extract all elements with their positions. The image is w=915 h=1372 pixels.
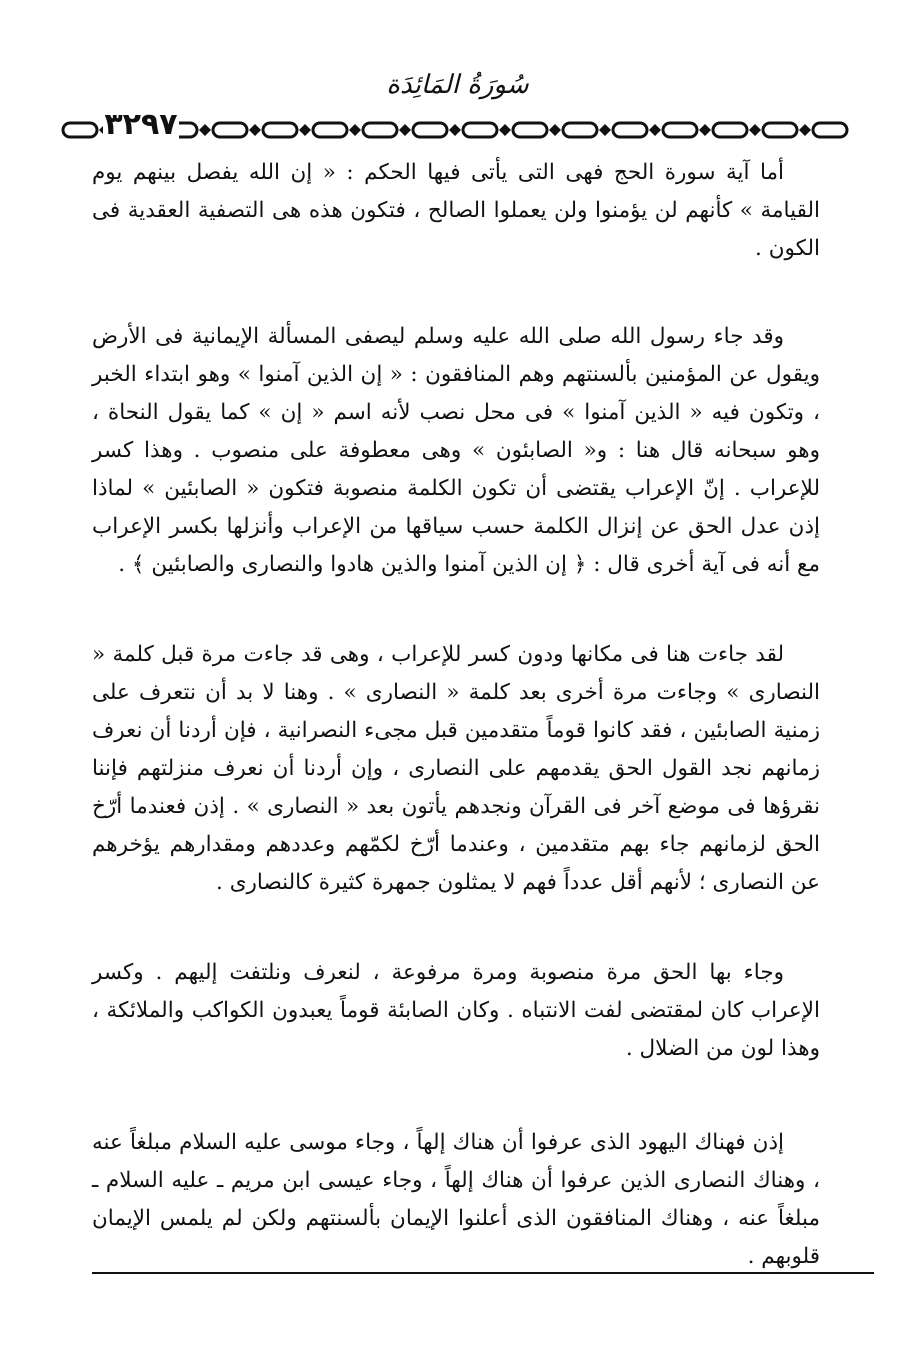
paragraph-3: لقد جاءت هنا فى مكانها ودون كسر للإعراب ، وهى قد جاءت مرة قبل كلمة « النصارى » وجاءت مرة أخرى بعد كلمة « النصارى » . وهنا لا بد أن نتعرف على زمنية الصابئين ، فقد كانوا قوماً متقدمين قبل مجىء النصرانية ، فإن أردنا أن نعرف زمانهم نجد القول الحق يقدمهم على النصارى ، وإن أردنا أن نعرف منزلتهم فإننا نقرؤها فى موضع آخر فى القرآن ونجدهم يأتون بعد « النصارى » . إذن فعندما أرّخ الحق لزمانهم جاء بهم متقدمين ، وعندما أرّخ لكمّهم وعددهم ومقدارهم يؤخرهم عن النصارى ؛ لأنهم أقل عدداً فهم لا يمثلون جمهرة كثيرة كالنصارى . xyxy=(92,642,820,895)
chain-diamond xyxy=(599,124,611,136)
bottom-rule xyxy=(92,1272,874,1274)
chain-link xyxy=(663,123,697,137)
chain-diamond xyxy=(799,124,811,136)
chain-link xyxy=(563,123,597,137)
page-number: ٣٢٩٧ xyxy=(104,107,178,142)
chain-link xyxy=(413,123,447,137)
chain-diamond xyxy=(649,124,661,136)
chain-link xyxy=(63,123,97,137)
chain-link xyxy=(763,123,797,137)
chain-diamond xyxy=(449,124,461,136)
chain-diamond xyxy=(249,124,261,136)
chain-link xyxy=(513,123,547,137)
chain-diamond xyxy=(549,124,561,136)
chain-link xyxy=(313,123,347,137)
paragraph-4: وجاء بها الحق مرة منصوبة ومرة مرفوعة ، لنعرف ونلتفت إليهم . وكسر الإعراب كان لمقتضى لفت الانتباه . وكان الصابئة قوماً يعبدون الكواكب والملائكة ، وهذا لون من الضلال . xyxy=(92,960,820,1061)
paragraph-1: أما آية سورة الحج فهى التى يأتى فيها الحكم : « إن الله يفصل بينهم يوم القيامة » كأنهم لن يؤمنوا ولن يعملوا الصالح ، فتكون هذه هى التصفية العقدية فى الكون . xyxy=(92,160,820,261)
chain-link xyxy=(363,123,397,137)
paragraph-5: إذن فهناك اليهود الذى عرفوا أن هناك إلهاً ، وجاء موسى عليه السلام مبلغاً عنه ، وهناك النصارى الذين عرفوا أن هناك إلهاً ، وجاء عيسى ابن مريم ـ عليه السلام ـ مبلغاً عنه ، وهناك المنافقون الذى أعلنوا الإيمان بألسنتهم ولكن لم يلمس الإيمان قلوبهم . xyxy=(92,1130,820,1269)
chain-link xyxy=(463,123,497,137)
chain-link xyxy=(613,123,647,137)
chain-diamond xyxy=(349,124,361,136)
chain-diamond xyxy=(749,124,761,136)
chain-diamond xyxy=(199,124,211,136)
chain-diamond xyxy=(699,124,711,136)
chain-link xyxy=(713,123,747,137)
chain-link xyxy=(813,123,847,137)
chain-link xyxy=(213,123,247,137)
chain-link xyxy=(263,123,297,137)
chain-diamond xyxy=(399,124,411,136)
surah-title: سُورَةُ المَائِدَة xyxy=(386,70,529,100)
paragraph-2: وقد جاء رسول الله صلى الله عليه وسلم ليصفى المسألة الإيمانية فى الأرض ويقول عن المؤمنين بألسنتهم وهم المنافقون : « إن الذين آمنوا » وهو ابتداء الخبر ، وتكون فيه « الذين آمنوا » فى محل نصب لأنه اسم « إن » كما يقول النحاة ، وهو سبحانه قال هنا : و« الصابئون » وهى معطوفة على منصوب . وهذا كسر للإعراب . إنّ الإعراب يقتضى أن تكون الكلمة منصوبة فتكون « الصابئين » لماذا إذن عدل الحق عن إنزال الكلمة حسب سياقها من الإعراب وأنزلها بكسر الإعراب مع أنه فى آية أخرى قال : ﴿ إن الذين آمنوا والذين هادوا والنصارى والصابئين ﴾ . xyxy=(92,324,820,577)
page-body xyxy=(92,154,820,1276)
chain-diamond xyxy=(299,124,311,136)
chain-diamond xyxy=(499,124,511,136)
